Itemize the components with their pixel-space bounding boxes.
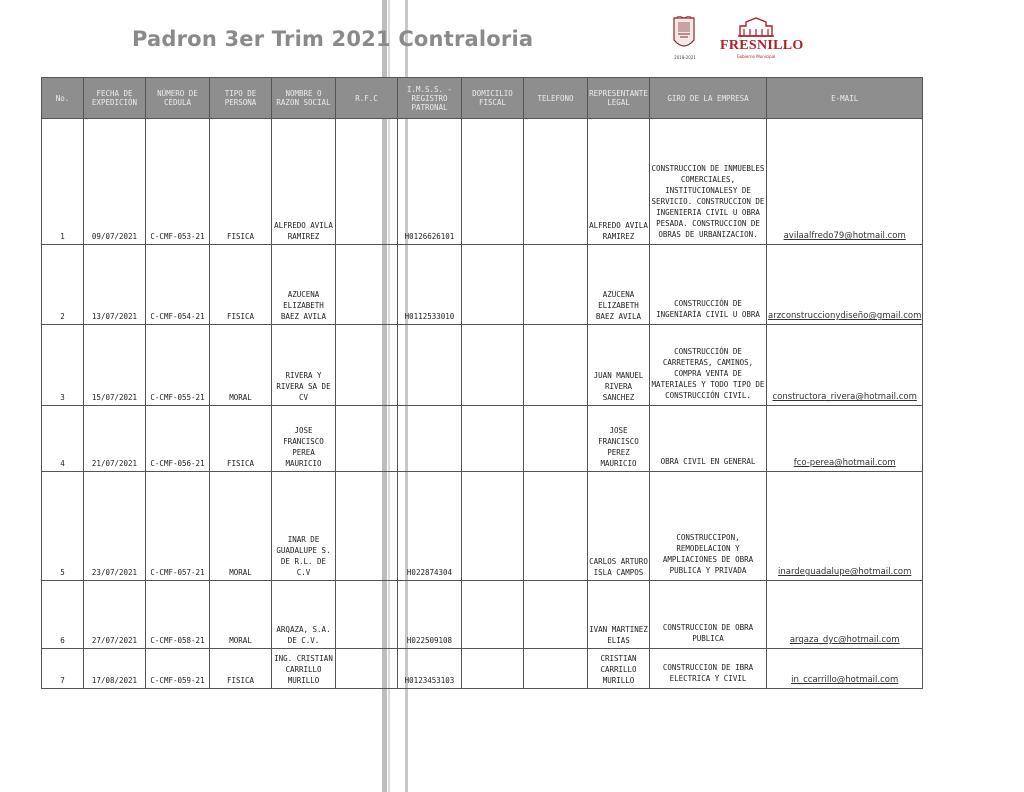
cell-nombre: RIVERA Y RIVERA SA DE CV: [272, 325, 336, 406]
cell-giro: CONSTRUCCION DE INMUEBLES COMERCIALES, INSTITUCIONALESY DE SERVICIO. CONSTRUCCION DE INGENIERIA CIVIL U OBRA PESADA. CONSTRUCCION DE OBRAS DE URBANIZACION.: [650, 119, 767, 245]
table-row: [42, 245, 923, 325]
cell-domicilio: [462, 119, 524, 245]
logos: [672, 16, 804, 64]
cell-rfc: [336, 406, 398, 472]
cell-domicilio: [462, 325, 524, 406]
header-cell: NÚMERO DE CÉDULA: [146, 78, 210, 119]
cell-giro: CONSTRUCCIPON, REMODELACION Y AMPLIACIONES DE OBRA PUBLICA Y PRIVADA: [650, 472, 767, 581]
header-cell: REPRESENTANTE LEGAL: [588, 78, 650, 119]
cell-email[interactable]: inardeguadalupe@hotmail.com: [767, 472, 923, 581]
brand-name: FRESNILLO: [720, 38, 804, 53]
cell-no: 3: [42, 325, 84, 406]
cell-fecha: 17/08/2021: [84, 649, 146, 689]
cell-telefono: [524, 581, 588, 649]
padron-table: [41, 77, 923, 689]
cell-cedula: C-CMF-055-21: [146, 325, 210, 406]
cell-no: 5: [42, 472, 84, 581]
cell-nombre: ING. CRISTIAN CARRILLO MURILLO: [272, 649, 336, 689]
cell-domicilio: [462, 649, 524, 689]
table-row: [42, 325, 923, 406]
cell-nombre: JOSE FRANCISCO PEREA MAURICIO: [272, 406, 336, 472]
table-row: [42, 649, 923, 689]
cell-cedula: C-CMF-056-21: [146, 406, 210, 472]
cell-no: 2: [42, 245, 84, 325]
cell-fecha: 13/07/2021: [84, 245, 146, 325]
cell-telefono: [524, 245, 588, 325]
cell-rfc: [336, 581, 398, 649]
header-cell: R.F.C: [336, 78, 398, 119]
building-icon: [720, 16, 792, 38]
cell-fecha: 09/07/2021: [84, 119, 146, 245]
table-row: [42, 406, 923, 472]
cell-imss: H022509108: [398, 581, 462, 649]
cell-representante: CARLOS ARTURO ISLA CAMPOS: [588, 472, 650, 581]
fresnillo-logo: [720, 16, 804, 64]
cell-representante: AZUCENA ELIZABETH BAEZ AVILA: [588, 245, 650, 325]
cell-imss: H0112533010: [398, 245, 462, 325]
cell-domicilio: [462, 472, 524, 581]
header-cell: DOMICILIO FISCAL: [462, 78, 524, 119]
cell-giro: CONSTRUCCIÓN DE CARRETERAS, CAMINOS, COMPRA VENTA DE MATERIALES Y TODO TIPO DE CONSTRUCCIÓN CIVIL.: [650, 325, 767, 406]
cell-telefono: [524, 649, 588, 689]
cell-tipo: MORAL: [210, 325, 272, 406]
cell-representante: CRISTIAN CARRILLO MURILLO: [588, 649, 650, 689]
cell-telefono: [524, 119, 588, 245]
cell-imss: H022874304: [398, 472, 462, 581]
cell-no: 4: [42, 406, 84, 472]
cell-telefono: [524, 472, 588, 581]
cell-nombre: ARQAZA, S.A. DE C.V.: [272, 581, 336, 649]
cell-tipo: FISICA: [210, 245, 272, 325]
cell-nombre: AZUCENA ELIZABETH BAEZ AVILA: [272, 245, 336, 325]
cell-email[interactable]: fco-perea@hotmail.com: [767, 406, 923, 472]
cell-rfc: [336, 472, 398, 581]
header-cell: TELEFONO: [524, 78, 588, 119]
table-row: [42, 581, 923, 649]
cell-representante: ALFREDO AVILA RAMIREZ: [588, 119, 650, 245]
cell-domicilio: [462, 245, 524, 325]
cell-giro: CONSTRUCCION DE OBRA PUBLICA: [650, 581, 767, 649]
cell-representante: JUAN MANUEL RIVERA SANCHEZ: [588, 325, 650, 406]
cell-fecha: 15/07/2021: [84, 325, 146, 406]
cell-imss: [398, 406, 462, 472]
cell-rfc: [336, 325, 398, 406]
cell-tipo: FISICA: [210, 119, 272, 245]
header-cell: GIRO DE LA EMPRESA: [650, 78, 767, 119]
cell-rfc: [336, 245, 398, 325]
cell-email[interactable]: constructora_rivera@hotmail.com: [767, 325, 923, 406]
cell-no: 6: [42, 581, 84, 649]
table-row: [42, 472, 923, 581]
cell-representante: IVAN MARTINEZ ELIAS: [588, 581, 650, 649]
cell-no: 1: [42, 119, 84, 245]
cell-giro: OBRA CIVIL EN GENERAL: [650, 406, 767, 472]
cell-fecha: 27/07/2021: [84, 581, 146, 649]
cell-cedula: C-CMF-057-21: [146, 472, 210, 581]
cell-nombre: INAR DE GUADALUPE S. DE R.L. DE C.V: [272, 472, 336, 581]
cell-email[interactable]: arzconstruccionydiseño@gmail.com: [767, 245, 923, 325]
cell-domicilio: [462, 581, 524, 649]
cell-fecha: 23/07/2021: [84, 472, 146, 581]
cell-tipo: FISICA: [210, 649, 272, 689]
cell-imss: [398, 325, 462, 406]
table-row: [42, 119, 923, 245]
cell-imss: H0126626101: [398, 119, 462, 245]
header-cell: I.M.S.S. - REGISTRO PATRONAL: [398, 78, 462, 119]
page-title: Padron 3er Trim 2021 Contraloria: [132, 27, 534, 51]
cell-giro: CONSTRUCCIÓN DE INGENIARÍA CIVIL U OBRA: [650, 245, 767, 325]
header-cell: FECHA DE EXPEDICIÓN: [84, 78, 146, 119]
table-header-row: [42, 78, 923, 119]
cell-telefono: [524, 325, 588, 406]
header-cell: E-MAIL: [767, 78, 923, 119]
header-cell: No.: [42, 78, 84, 119]
header-cell: NOMBRE O RAZON SOCIAL: [272, 78, 336, 119]
cell-cedula: C-CMF-054-21: [146, 245, 210, 325]
cell-domicilio: [462, 406, 524, 472]
cell-cedula: C-CMF-053-21: [146, 119, 210, 245]
cell-giro: CONSTRUCCION DE IBRA ELECTRICA Y CIVIL: [650, 649, 767, 689]
cell-email[interactable]: in_ccarrillo@hotmail.com: [767, 649, 923, 689]
cell-tipo: MORAL: [210, 472, 272, 581]
municipal-seal-icon: [672, 16, 696, 56]
cell-no: 7: [42, 649, 84, 689]
header-cell: TIPO DE PERSONA: [210, 78, 272, 119]
cell-tipo: MORAL: [210, 581, 272, 649]
cell-tipo: FISICA: [210, 406, 272, 472]
cell-imss: H0123453103: [398, 649, 462, 689]
cell-cedula: C-CMF-059-21: [146, 649, 210, 689]
cell-representante: JOSE FRANCISCO PEREZ MAURICIO: [588, 406, 650, 472]
cell-telefono: [524, 406, 588, 472]
cell-cedula: C-CMF-058-21: [146, 581, 210, 649]
cell-email[interactable]: arqaza_dyc@hotmail.com: [767, 581, 923, 649]
seal-caption: 2018-2021: [674, 55, 696, 60]
cell-rfc: [336, 649, 398, 689]
cell-nombre: ALFREDO AVILA RAMIREZ: [272, 119, 336, 245]
brand-subtitle: Gobierno Municipal: [736, 54, 776, 59]
cell-email[interactable]: avilaalfredo79@hotmail.com: [767, 119, 923, 245]
cell-fecha: 21/07/2021: [84, 406, 146, 472]
cell-rfc: [336, 119, 398, 245]
